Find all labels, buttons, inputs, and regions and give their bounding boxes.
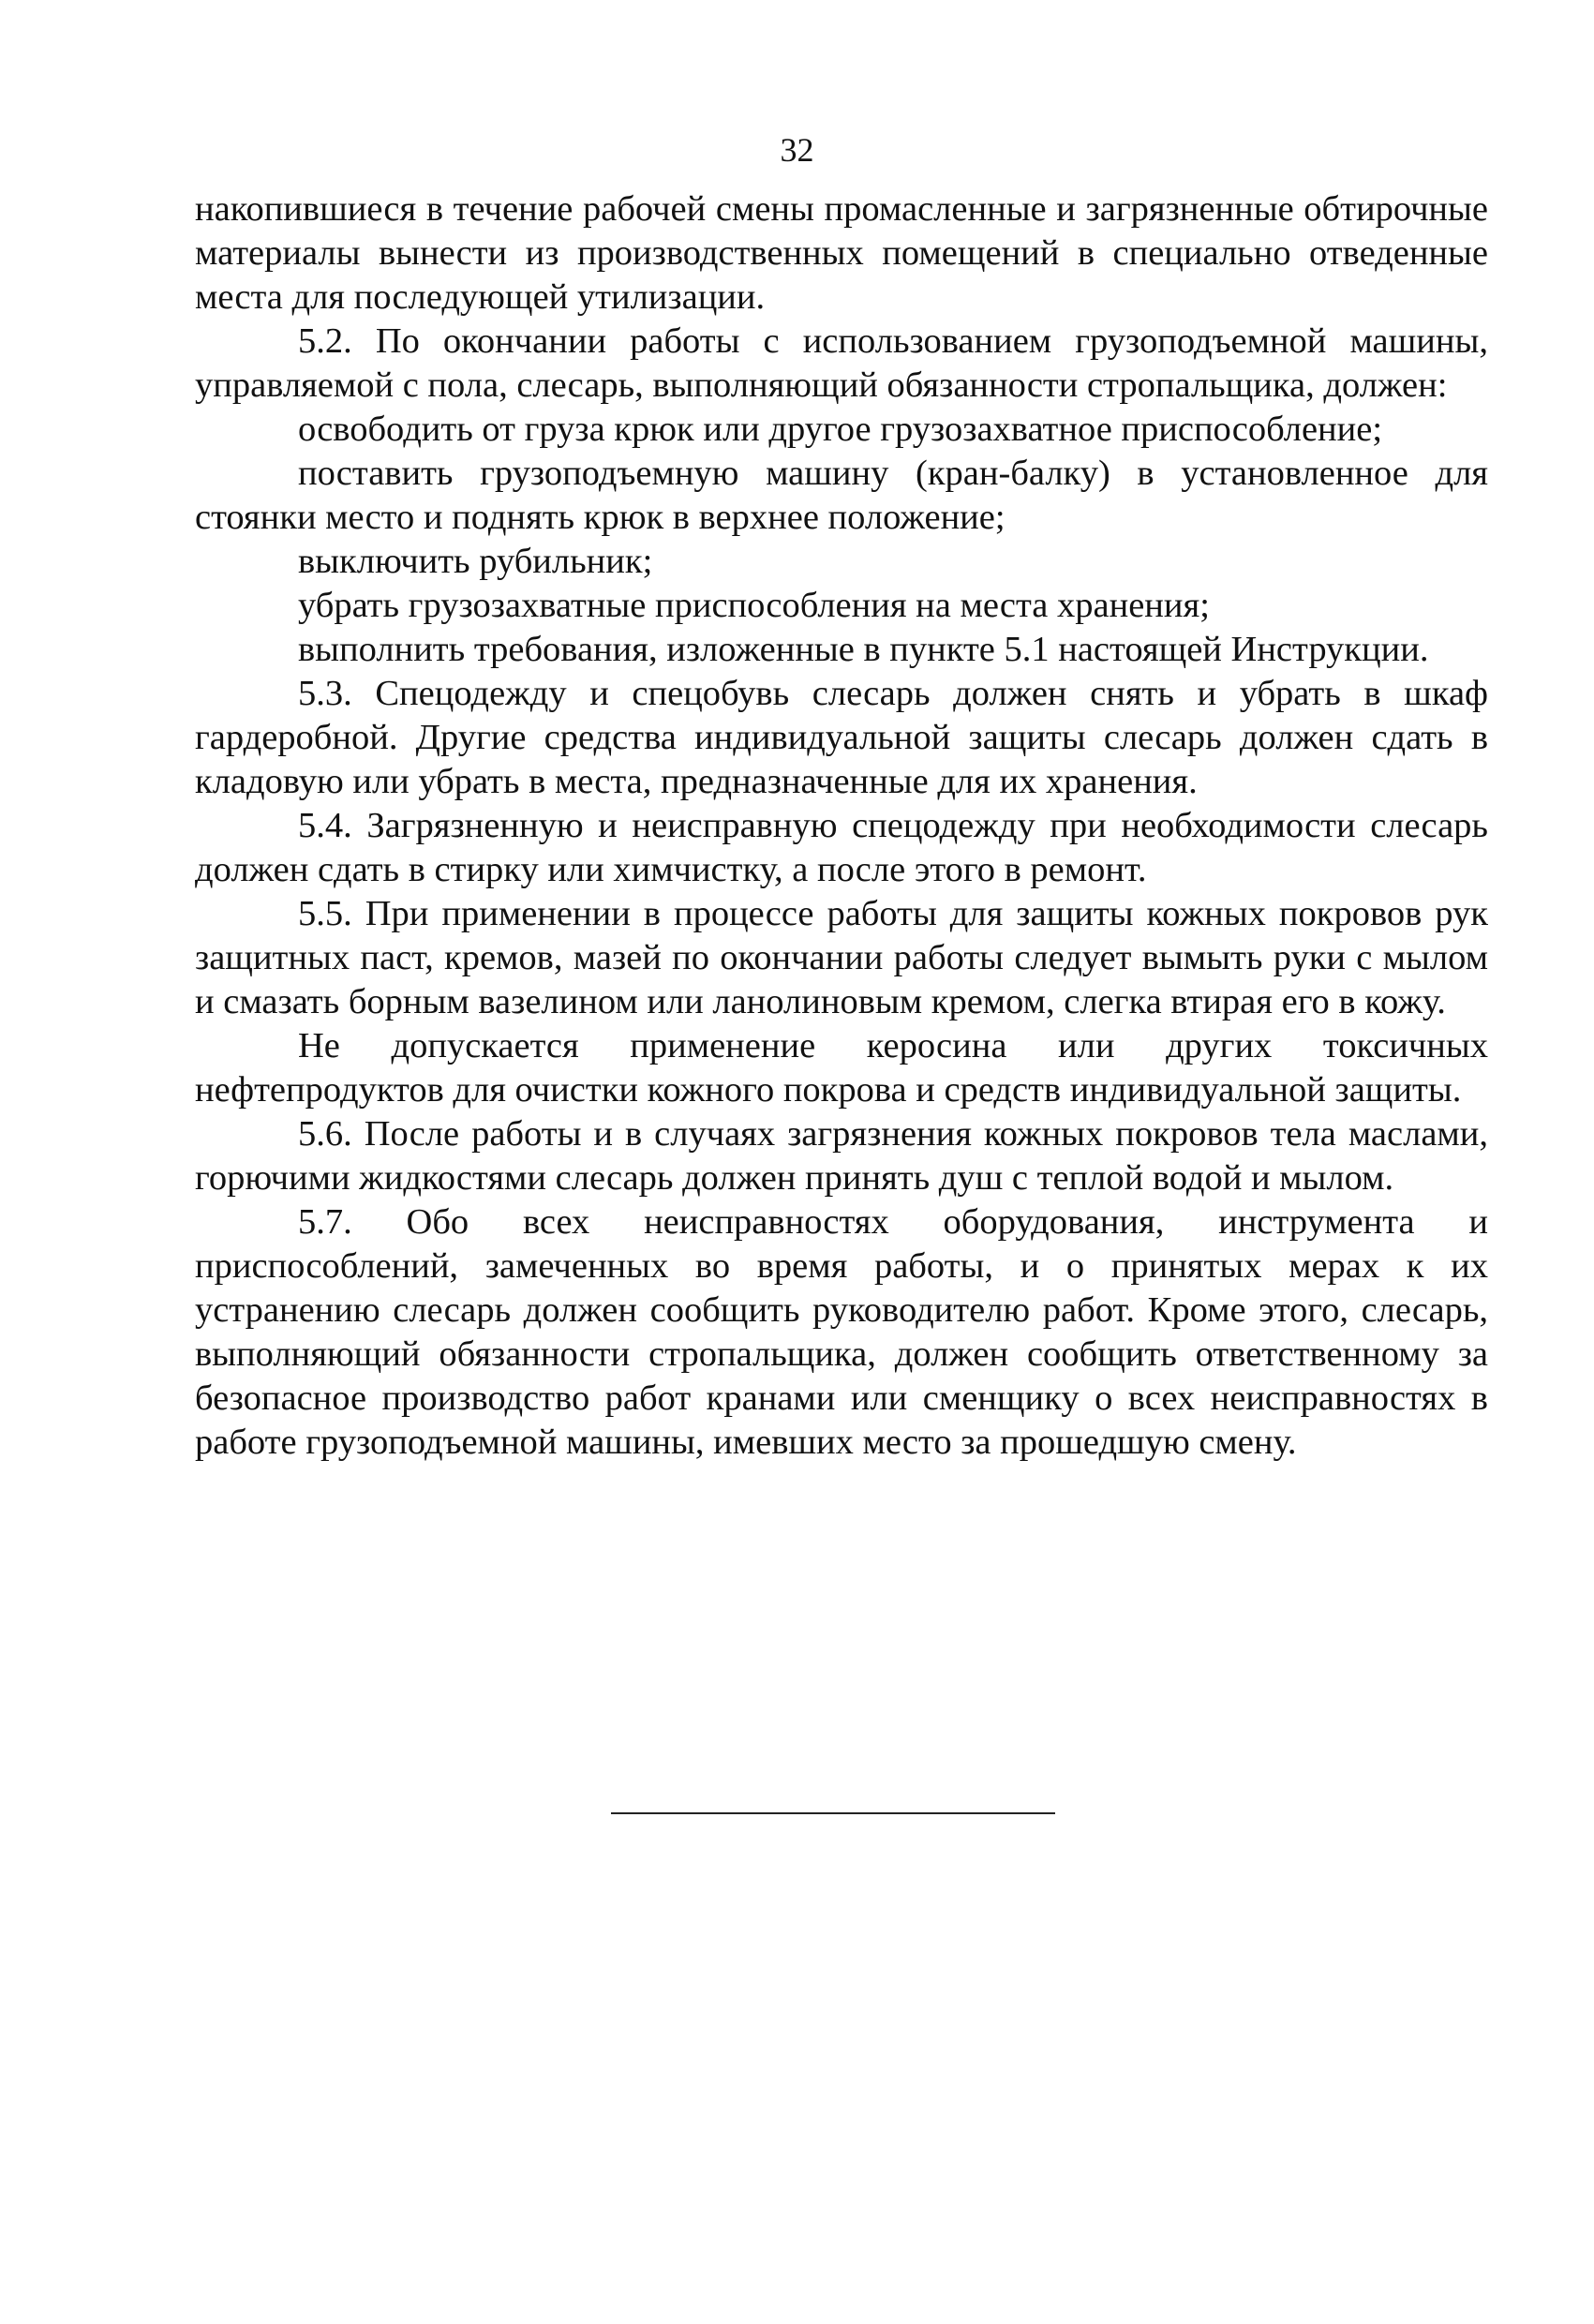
list-item-release-hook: освободить от груза крюк или другое грузозахватное приспособление; xyxy=(298,410,1383,449)
document-body xyxy=(195,187,1488,1465)
list-item-switch-off: выключить рубильник; xyxy=(298,542,653,581)
paragraph-5-2: 5.2. По окончании работы с использованием грузоподъемной машины, управляемой с пола, слесарь, выполняющий обязанности стропальщика, должен: xyxy=(195,321,1488,405)
list-item-park-crane: поставить грузоподъемную машину (кран-балку) в установленное для стоянки место и поднять крюк в верхнее положение; xyxy=(195,454,1488,537)
list-item-follow-5-1: выполнить требования, изложенные в пункте 5.1 настоящей Инструкции. xyxy=(298,630,1429,669)
paragraph-5-3: 5.3. Спецодежду и спецобувь слесарь должен снять и убрать в шкаф гардеробной. Другие средства индивидуальной защиты слесарь должен сдать в кладовую или убрать в места, предназначенные для их хранения. xyxy=(195,674,1488,801)
paragraph-5-6: 5.6. После работы и в случаях загрязнения кожных покровов тела маслами, горючими жидкостями слесарь должен принять душ с теплой водой и мылом. xyxy=(195,1114,1488,1198)
paragraph-continuation: накопившиеся в течение рабочей смены промасленные и загрязненные обтирочные материалы вынести из производственных помещений в специально отведенные места для последующей утилизации. xyxy=(195,189,1488,317)
page-number: 32 xyxy=(780,131,814,169)
paragraph-kerosene-prohibition: Не допускается применение керосина или других токсичных нефтепродуктов для очистки кожного покрова и средств индивидуальной защиты. xyxy=(195,1026,1488,1110)
end-of-document-rule xyxy=(611,1812,1055,1814)
list-item-store-devices: убрать грузозахватные приспособления на места хранения; xyxy=(298,586,1210,625)
paragraph-5-4: 5.4. Загрязненную и неисправную спецодежду при необходимости слесарь должен сдать в стирку или химчистку, а после этого в ремонт. xyxy=(195,806,1488,889)
paragraph-5-5: 5.5. При применении в процессе работы для защиты кожных покровов рук защитных паст, кремов, мазей по окончании работы следует вымыть руки с мылом и смазать борным вазелином или ланолиновым кремом, слегка втирая его в кожу. xyxy=(195,894,1488,1021)
paragraph-5-7: 5.7. Обо всех неисправностях оборудования, инструмента и приспособлений, замеченных во время работы, и о принятых мерах к их устранению слесарь должен сообщить руководителю работ. Кроме этого, слесарь, выполняющий обязанности стропальщика, должен сообщить ответственному за безопасное производство работ кранами или сменщику о всех неисправностях в работе грузоподъемной машины, имевших место за прошедшую смену. xyxy=(195,1202,1488,1462)
